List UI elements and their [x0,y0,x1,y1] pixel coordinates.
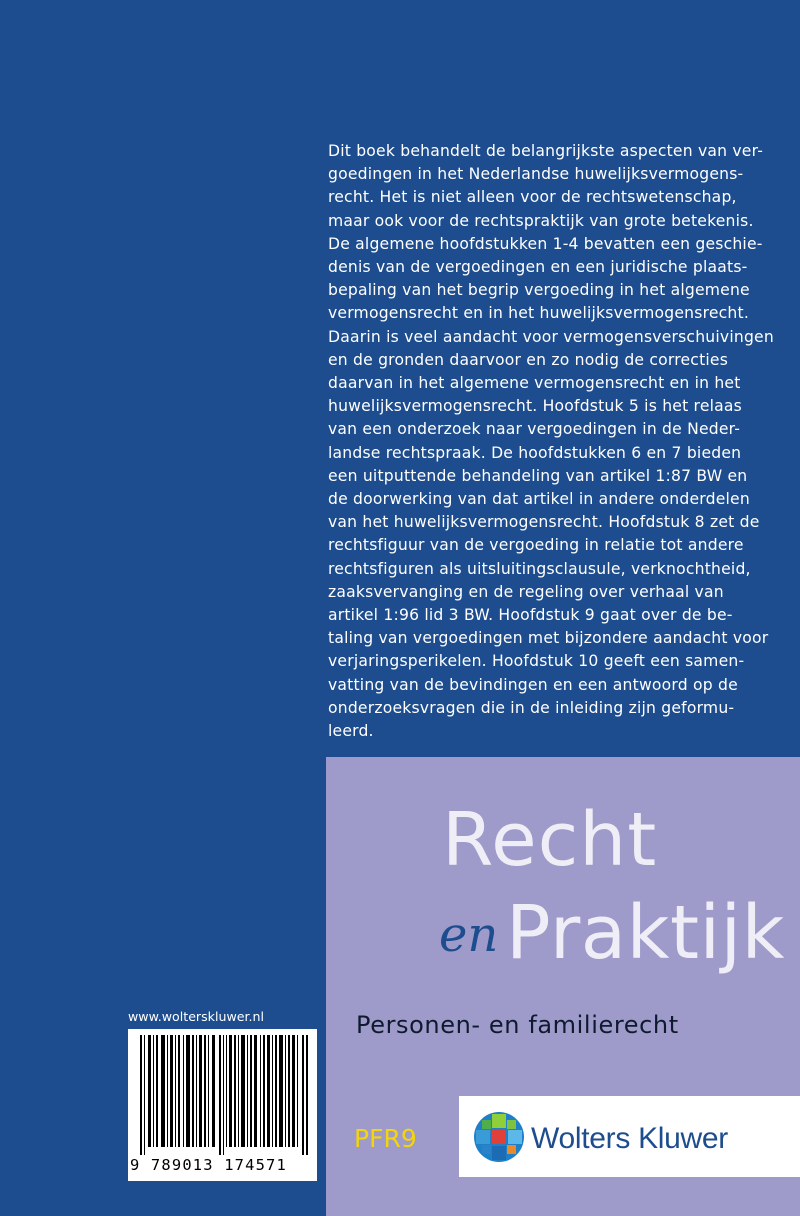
blurb-line: rechtsfiguur van de vergoeding in relatie tot andere [328,536,744,555]
publisher-name: Wolters Kluwer [531,1122,728,1155]
series-title-praktijk: Praktijk [506,890,785,976]
blurb-line: landse rechtspraak. De hoofdstukken 6 en 7 bieden [328,443,742,462]
blurb-line: denis van de vergoedingen en een juridische plaats- [328,258,748,277]
blurb-line: Daarin is veel aandacht voor vermogensverschuivingen [328,327,774,346]
blurb-line: maar ook voor de rechtspraktijk van grote betekenis. [328,211,754,230]
blurb-text [328,140,774,743]
blurb-line: Dit boek behandelt de belangrijkste aspecten van ver- [328,142,764,160]
blurb-line: goedingen in het Nederlandse huwelijksvermogens- [328,165,744,184]
blurb-line: van een onderzoek naar vergoedingen in de Neder- [328,420,741,439]
blurb-line: leerd. [328,722,374,741]
blurb-line: bepaling van het begrip vergoeding in het algemene [328,281,750,300]
series-code: PFR9 [354,1124,417,1153]
barcode-icon [140,1035,308,1155]
blurb-line: daarvan in het algemene vermogensrecht en in het [328,374,741,393]
blurb-line: recht. Het is niet alleen voor de rechtswetenschap, [328,188,737,207]
blurb-line: vermogensrecht en in het huwelijksvermogensrecht. [328,304,749,323]
blurb-line: van het huwelijksvermogensrecht. Hoofdstuk 8 zet de [328,513,760,532]
blurb-line: rechtsfiguren als uitsluitingsclausule, verknochtheid, [328,559,751,578]
barcode-digits: 9 789013 174571 [130,1156,287,1174]
blurb-line: de doorwerking van dat artikel in andere onderdelen [328,490,750,509]
series-title-en: en [439,907,499,963]
blurb-line: een uitputtende behandeling van artikel 1:87 BW en [328,466,748,485]
blurb-line: onderzoeksvragen die in de inleiding zijn geformu- [328,698,735,717]
blurb-line: huwelijksvermogensrecht. Hoofdstuk 5 is het relaas [328,397,742,416]
wolters-kluwer-logo-icon [473,1111,525,1163]
blurb-line: zaaksvervanging en de regeling over verhaal van [328,582,724,601]
blurb-line: en de gronden daarvoor en zo nodig de correcties [328,350,729,369]
blurb-line: artikel 1:96 lid 3 BW. Hoofdstuk 9 gaat over de be- [328,606,733,625]
series-subtitle: Personen- en familierecht [356,1011,679,1039]
blurb-line: De algemene hoofdstukken 1-4 bevatten een geschie- [328,234,763,253]
series-title-recht: Recht [442,797,658,883]
publisher-url[interactable]: www.wolterskluwer.nl [128,1009,265,1024]
blurb-line: verjaringsperikelen. Hoofdstuk 10 geeft een samen- [328,652,745,671]
blurb-line: vatting van de bevindingen en een antwoord op de [328,675,738,694]
blurb-line: taling van vergoedingen met bijzondere aandacht voor [328,629,769,648]
